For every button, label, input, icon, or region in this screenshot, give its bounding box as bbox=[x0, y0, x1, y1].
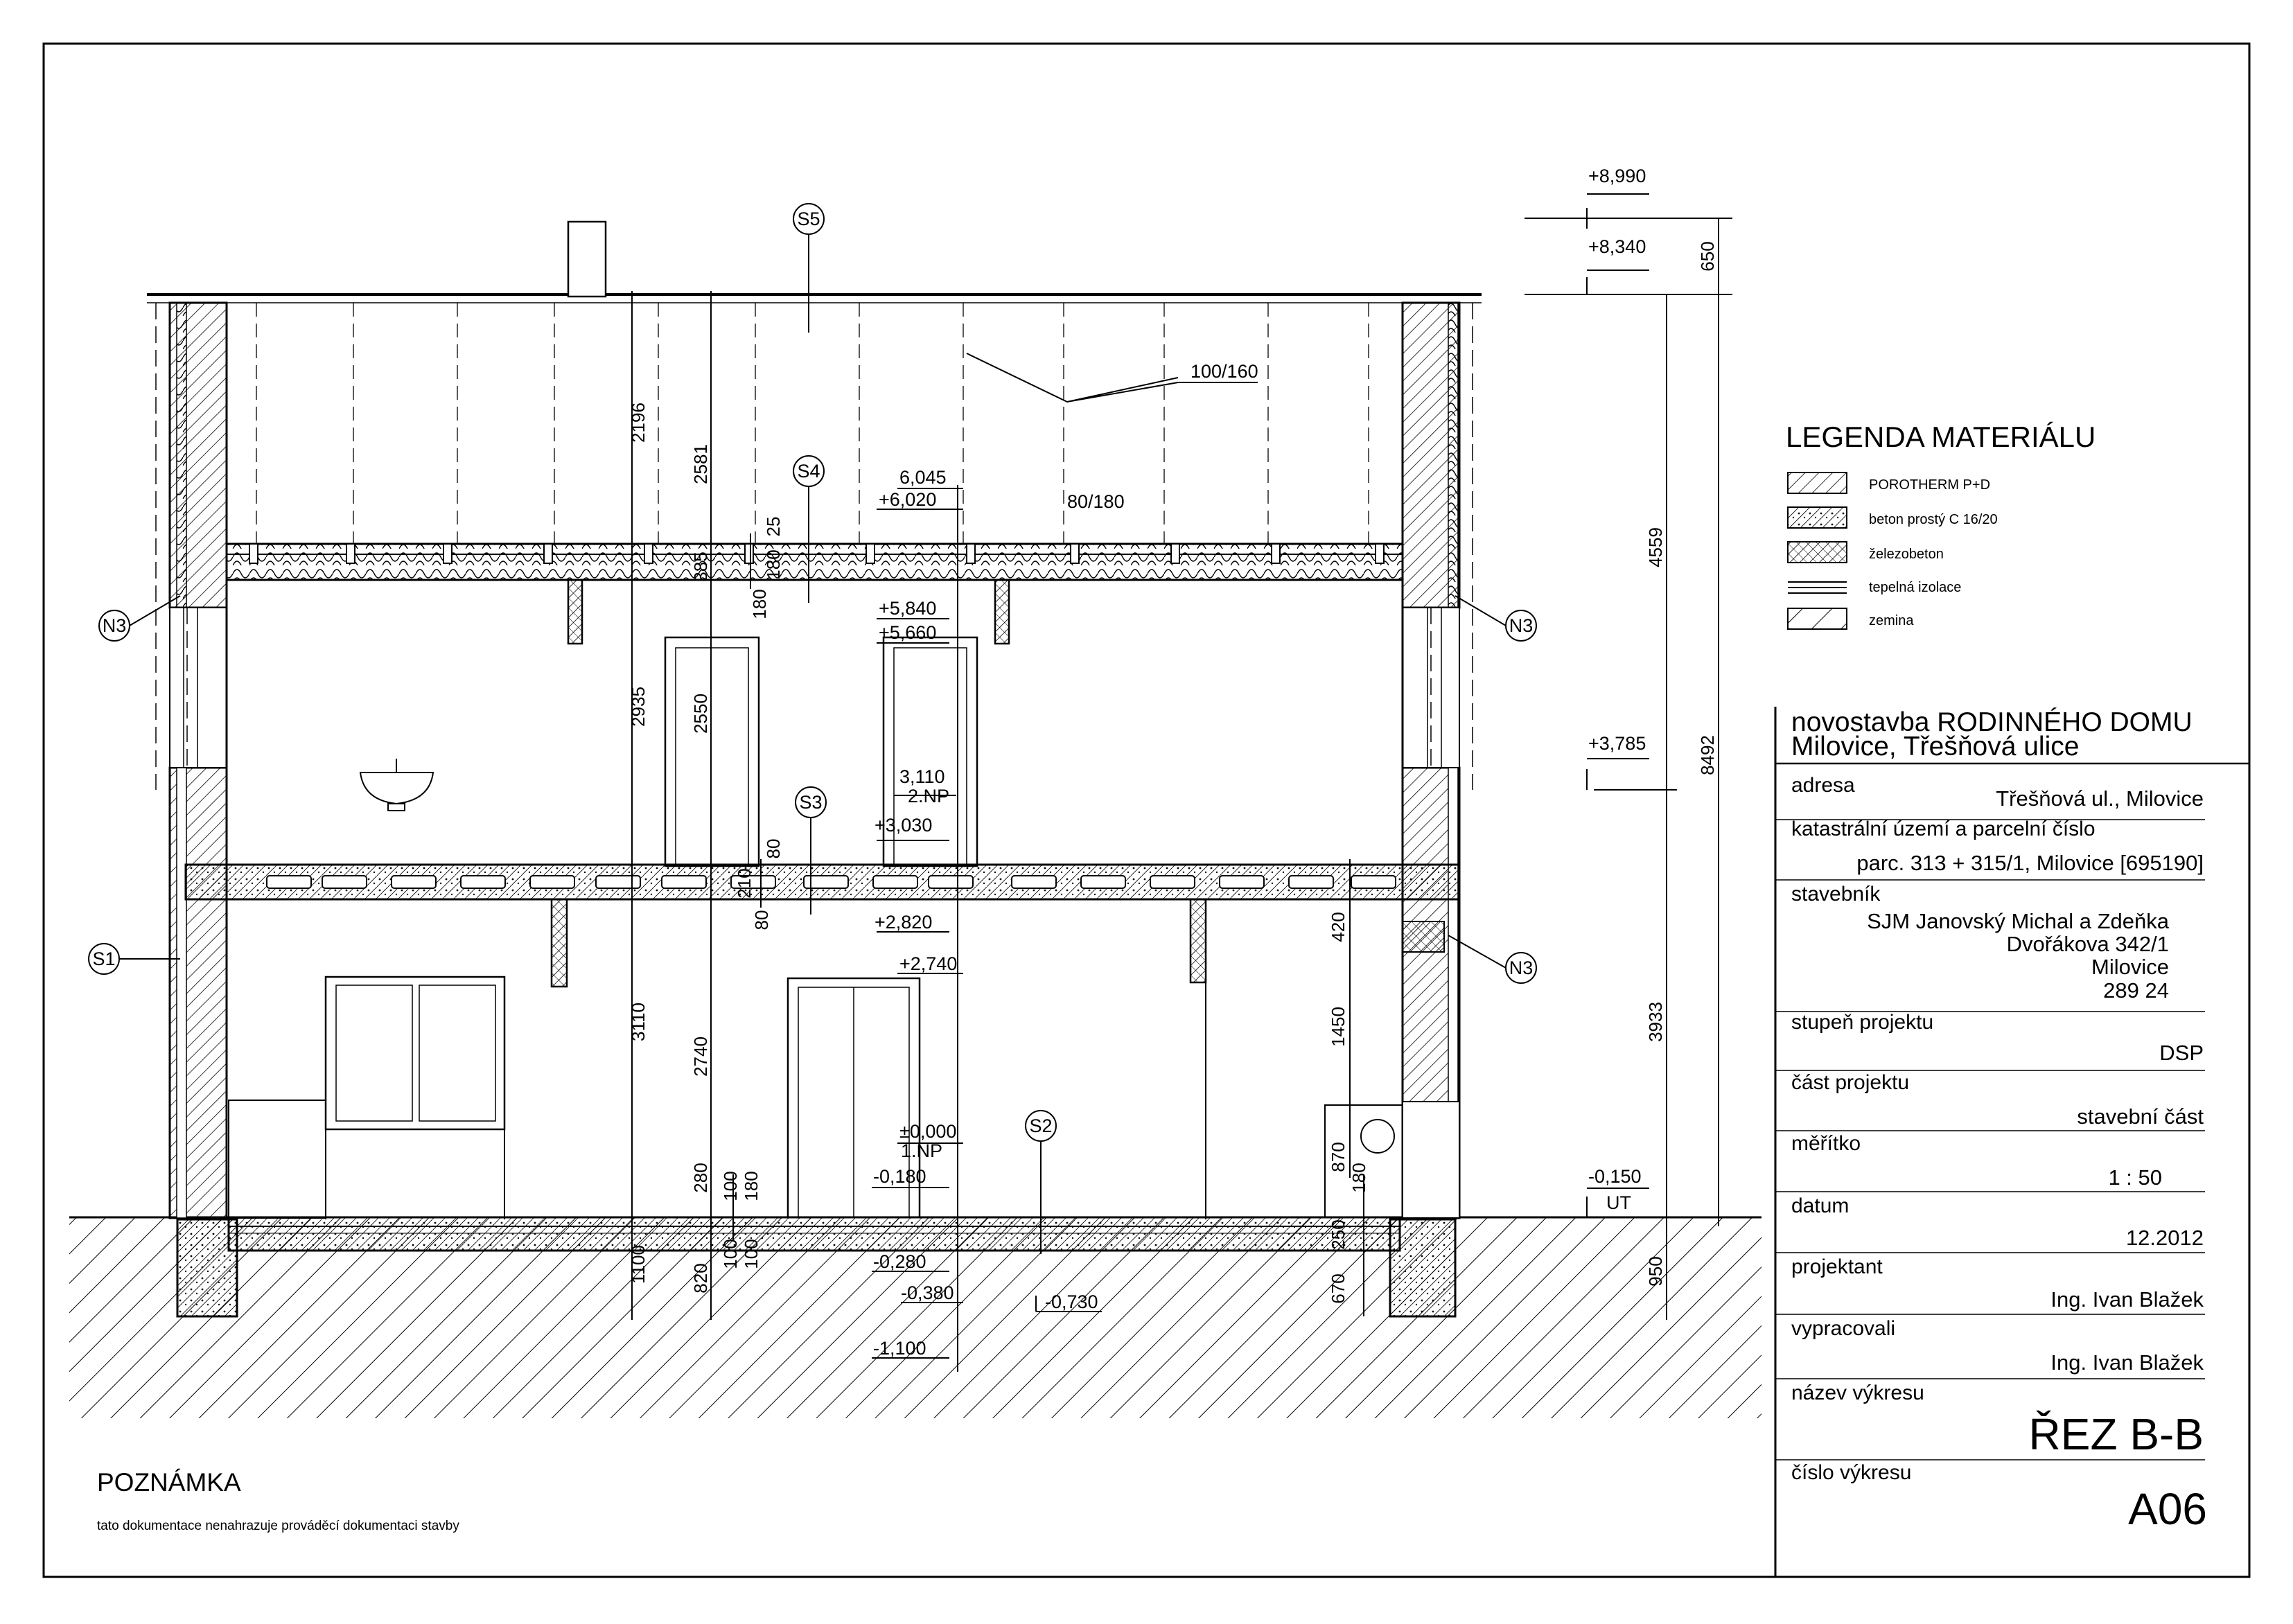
level-5840: +5,840 bbox=[879, 598, 937, 619]
beam-1np-right bbox=[1191, 899, 1206, 982]
wall-left-upper-ins bbox=[177, 303, 186, 608]
label-80-180: 80/180 bbox=[1067, 491, 1125, 512]
level-3030: +3,030 bbox=[875, 815, 933, 836]
level-2np: 2.NP bbox=[908, 786, 950, 806]
row-value-projektant: Ing. Ivan Blažek bbox=[2050, 1287, 2204, 1312]
dim-280: 280 bbox=[690, 1163, 711, 1193]
legend-title: LEGENDA MATERIÁLU bbox=[1786, 421, 2096, 453]
drawing-name: ŘEZ B-B bbox=[2028, 1409, 2204, 1459]
window-lintel-right bbox=[1403, 921, 1444, 952]
door-2np-left bbox=[665, 637, 759, 866]
legend-label-concrete: beton prostý C 16/20 bbox=[1869, 512, 1998, 527]
note-title: POZNÁMKA bbox=[97, 1468, 241, 1497]
dim-2740: 2740 bbox=[690, 1036, 711, 1077]
attic-beam-right bbox=[995, 580, 1009, 644]
drawing-number: A06 bbox=[2128, 1484, 2207, 1534]
wall-left-lower-ins bbox=[177, 768, 186, 1218]
level-6020: +6,020 bbox=[879, 489, 937, 510]
level-m1100: -1,100 bbox=[873, 1338, 926, 1359]
floor-slab bbox=[229, 1217, 1400, 1251]
row-value-katastr: parc. 313 + 315/1, Milovice [695190] bbox=[1856, 851, 2204, 875]
row-value-stavebnik-3: Milovice bbox=[2091, 955, 2169, 979]
dim-100c: 100 bbox=[741, 1239, 762, 1269]
legend-swatch-porotherm bbox=[1788, 473, 1847, 493]
dim-870: 870 bbox=[1328, 1142, 1348, 1172]
dimension-texts bbox=[628, 241, 1718, 1303]
window-1np bbox=[326, 977, 504, 1129]
dim-820: 820 bbox=[690, 1263, 711, 1294]
level-5660: +5,660 bbox=[879, 622, 937, 643]
note-text: tato dokumentace nenahrazuje prováděcí dokumentaci stavby bbox=[97, 1519, 459, 1533]
row-label-stupen: stupeň projektu bbox=[1791, 1011, 1934, 1034]
attic-beam-left bbox=[568, 580, 582, 644]
level-2820: +2,820 bbox=[875, 912, 933, 933]
dim-3110: 3110 bbox=[628, 1003, 649, 1041]
legend-label-porotherm: POROTHERM P+D bbox=[1869, 477, 1991, 493]
row-label-projektant: projektant bbox=[1791, 1255, 1883, 1278]
chimney bbox=[568, 222, 606, 297]
level-m0180: -0,180 bbox=[873, 1166, 926, 1187]
row-value-meritko: 1 : 50 bbox=[2108, 1165, 2162, 1190]
tag-labels bbox=[92, 209, 1533, 1136]
tag-n3-right: N3 bbox=[1509, 615, 1534, 636]
dim-2550: 2550 bbox=[690, 694, 711, 734]
row-label-stavebnik: stavebník bbox=[1791, 883, 1881, 906]
row-label-katastr: katastrální území a parcelní číslo bbox=[1791, 818, 2096, 840]
slab-beams bbox=[267, 876, 1396, 888]
level-ut: UT bbox=[1606, 1192, 1631, 1213]
level-1np: 1.NP bbox=[901, 1140, 943, 1161]
dim-1100: 1100 bbox=[628, 1245, 649, 1284]
drawing-number-label: číslo výkresu bbox=[1791, 1461, 1912, 1484]
level-texts bbox=[873, 166, 1646, 1359]
tag-s5: S5 bbox=[797, 209, 820, 229]
dim-250: 250 bbox=[1328, 1219, 1348, 1250]
section-tags bbox=[89, 204, 1536, 1254]
rafters bbox=[256, 303, 1369, 544]
washbasin bbox=[360, 759, 433, 811]
row-value-stavebnik-4: 289 24 bbox=[2103, 978, 2169, 1003]
level-8990: +8,990 bbox=[1588, 166, 1646, 186]
level-m0150: -0,150 bbox=[1588, 1166, 1642, 1187]
attic-slab bbox=[227, 544, 1403, 580]
legend-swatch-rc bbox=[1788, 542, 1847, 563]
dim-80a: 80 bbox=[763, 838, 784, 859]
level-m0380: -0,380 bbox=[901, 1282, 954, 1303]
dim-950: 950 bbox=[1645, 1256, 1666, 1287]
dim-3933: 3933 bbox=[1645, 1002, 1666, 1042]
dim-180b: 180 bbox=[749, 589, 770, 619]
drawing-name-label: název výkresu bbox=[1791, 1382, 1924, 1404]
tag-s4: S4 bbox=[797, 461, 820, 482]
row-value-stavebnik-1: SJM Janovský Michal a Zdeňka bbox=[1867, 909, 2169, 933]
label-100-160: 100/160 bbox=[1191, 361, 1258, 382]
row-label-adresa: adresa bbox=[1791, 774, 1855, 797]
row-value-adresa: Třešňová ul., Milovice bbox=[1996, 786, 2204, 811]
level-markers bbox=[872, 194, 1649, 1358]
row-label-meritko: měřítko bbox=[1791, 1132, 1861, 1155]
dim-650: 650 bbox=[1697, 241, 1718, 272]
dim-100b: 100 bbox=[720, 1239, 741, 1269]
dim-25: 25 bbox=[763, 516, 784, 537]
note bbox=[97, 1468, 459, 1533]
legend-swatch-concrete bbox=[1788, 507, 1847, 528]
dim-80b: 80 bbox=[751, 910, 772, 930]
dim-180c: 180 bbox=[741, 1171, 762, 1201]
dim-2935: 2935 bbox=[628, 687, 649, 727]
project-line-2: Milovice, Třešňová ulice bbox=[1791, 732, 2080, 761]
tag-s2: S2 bbox=[1029, 1115, 1053, 1136]
tag-s3: S3 bbox=[799, 792, 823, 813]
level-6045: 6,045 bbox=[899, 467, 947, 488]
dim-100a: 100 bbox=[720, 1171, 741, 1201]
dim-670: 670 bbox=[1328, 1273, 1348, 1304]
beam-1np-left bbox=[552, 899, 567, 987]
kitchen-counter bbox=[229, 1100, 326, 1218]
row-label-datum: datum bbox=[1791, 1194, 1850, 1217]
level-3785: +3,785 bbox=[1588, 733, 1646, 754]
row-label-vypracovali: vypracovali bbox=[1791, 1317, 1896, 1340]
row-label-cast: část projektu bbox=[1791, 1071, 1910, 1094]
legend-label-insulation: tepelná izolace bbox=[1869, 580, 1962, 595]
dim-2196: 2196 bbox=[628, 403, 649, 443]
dim-2581: 2581 bbox=[690, 444, 711, 484]
row-value-vypracovali: Ing. Ivan Blažek bbox=[2050, 1350, 2204, 1375]
row-value-stupen: DSP bbox=[2159, 1041, 2204, 1065]
row-value-cast: stavební část bbox=[2077, 1104, 2204, 1129]
dim-1450: 1450 bbox=[1328, 1007, 1348, 1047]
tag-n3-left: N3 bbox=[102, 615, 127, 636]
legend-swatch-soil bbox=[1788, 608, 1847, 629]
level-3110: 3,110 bbox=[899, 766, 945, 787]
level-0000: ±0,000 bbox=[899, 1121, 957, 1142]
dim-385: 385 bbox=[690, 551, 711, 582]
dim-8492: 8492 bbox=[1697, 735, 1718, 775]
dim-180d: 180 bbox=[1348, 1163, 1369, 1193]
dim-420: 420 bbox=[1328, 912, 1348, 942]
dim-210: 210 bbox=[734, 868, 755, 899]
row-value-datum: 12.2012 bbox=[2125, 1226, 2204, 1250]
title-block bbox=[1775, 707, 2249, 1577]
level-m0730: -0,730 bbox=[1045, 1291, 1098, 1312]
level-2740: +2,740 bbox=[899, 953, 958, 974]
dim-180a: 180 bbox=[763, 549, 784, 580]
tag-s1: S1 bbox=[92, 948, 116, 969]
dim-4559: 4559 bbox=[1645, 527, 1666, 567]
level-m0280: -0,280 bbox=[873, 1251, 926, 1272]
row-value-stavebnik-2: Dvořákova 342/1 bbox=[2006, 932, 2169, 956]
tag-n3-lower: N3 bbox=[1509, 957, 1534, 978]
legend-label-soil: zemina bbox=[1869, 613, 1914, 628]
legend-label-rc: železobeton bbox=[1869, 547, 1944, 562]
project-line-1: novostavba RODINNÉHO DOMU bbox=[1791, 707, 2193, 737]
legend-swatch-insulation bbox=[1788, 582, 1847, 593]
level-8340: +8,340 bbox=[1588, 236, 1646, 257]
legend bbox=[1786, 421, 2096, 629]
